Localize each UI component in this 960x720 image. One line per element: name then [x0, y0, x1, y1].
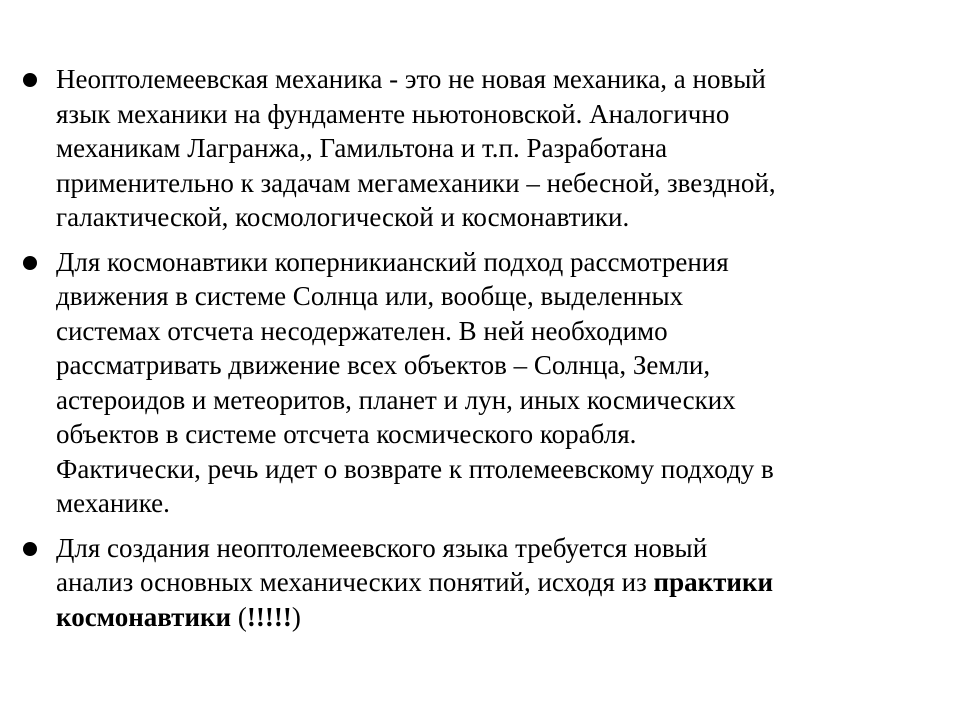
text-line: объектов в системе отсчета космического корабля. — [56, 419, 637, 449]
text-line: галактической, космологической и космонавтики. — [56, 202, 630, 232]
bullet-dot-icon — [23, 256, 37, 270]
text-line: Фактически, речь идет о возврате к птолемеевскому подходу в — [56, 453, 774, 484]
text-line: механике. — [56, 488, 170, 518]
text-line: движения в системе Солнца или, вообще, выделенных — [56, 281, 684, 311]
text-space — [231, 602, 238, 632]
text-line — [56, 600, 960, 635]
bullet-item-new-language-analysis — [0, 531, 960, 635]
paren-close: ) — [291, 601, 301, 632]
text-line: системах отсчета несодержателен. В ней необходимо — [56, 315, 668, 346]
text-line: Неоптолемеевская механика - это не новая механика, а новый — [56, 64, 766, 94]
text-line: язык механики на фундаменте ньютоновской. Аналогично — [56, 98, 730, 129]
emphasis-practice: практики — [653, 567, 774, 597]
bullet-item-cosmonautics-approach — [0, 245, 960, 521]
text-line: механикам Лагранжа,, Гамильтона и т.п. Разработана — [56, 133, 668, 163]
bullet-dot-icon — [23, 73, 37, 87]
emphasis-cosmonautics: космонавтики — [56, 601, 232, 632]
bullet-dot-icon — [23, 542, 37, 556]
text-regular: анализ основных механических понятий, исходя из — [56, 567, 654, 597]
paren-open: ( — [237, 601, 247, 632]
text-line: Для космонавтики коперникианский подход рассмотрения — [56, 246, 729, 277]
text-line: астероидов и метеоритов, планет и лун, иных космических — [56, 384, 736, 415]
emphasis-exclamations: !!!!! — [246, 601, 292, 632]
text-line — [56, 565, 960, 600]
bullet-item-neoptolemaic-mechanics — [0, 62, 960, 235]
text-line: Для создания неоптолемеевского языка требуется новый — [56, 532, 708, 563]
text-line: применительно к задачам мегамеханики – небесной, звездной, — [56, 167, 776, 198]
bullet-list — [0, 62, 960, 644]
text-line: рассматривать движение всех объектов – Солнца, Земли, — [56, 350, 711, 380]
